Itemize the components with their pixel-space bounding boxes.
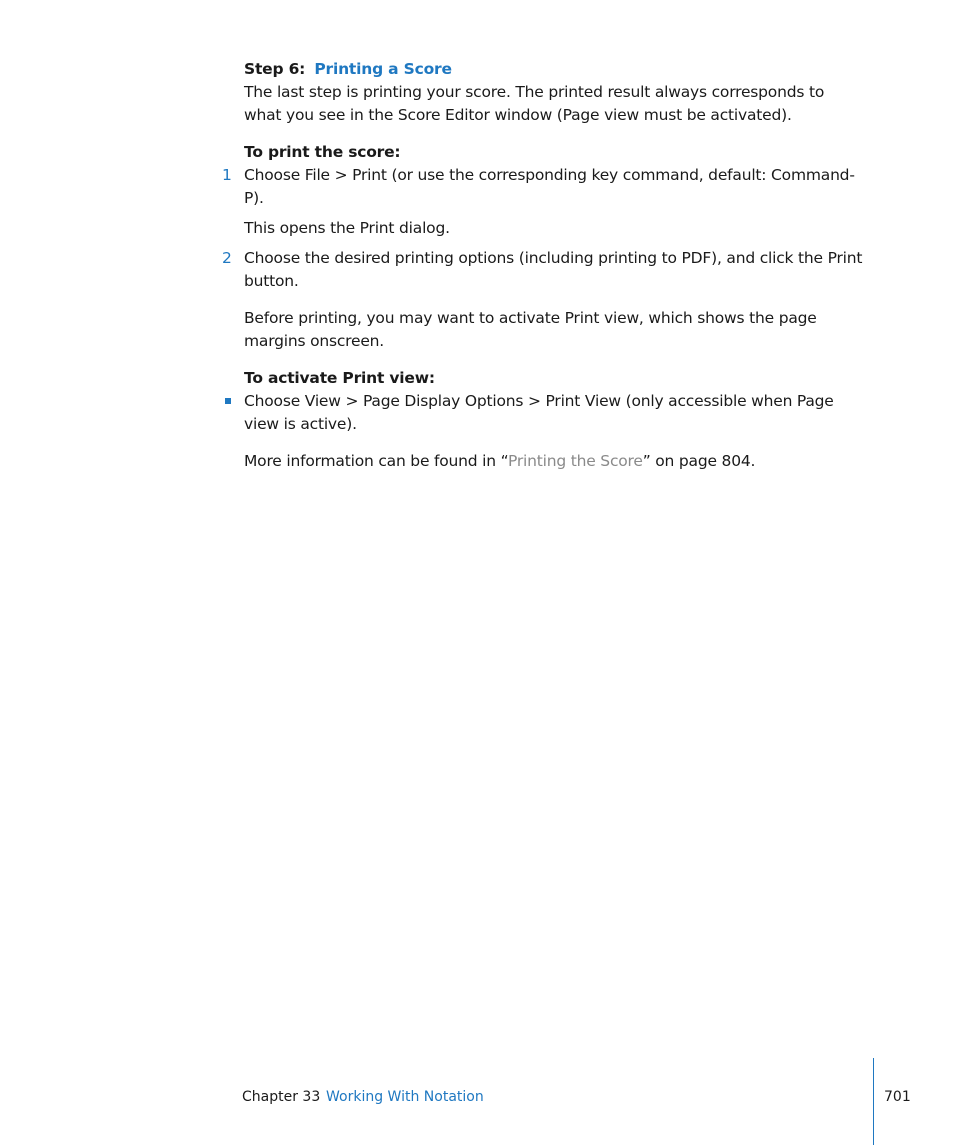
- intro-paragraph: The last step is printing your score. The printed result always corresponds to what you see in the Score Editor window (Page view must be activated).: [244, 83, 825, 124]
- step-result: This opens the Print dialog.: [244, 219, 450, 237]
- footer-divider: [873, 1058, 874, 1145]
- more-info-prefix: More information can be found in “: [244, 452, 508, 470]
- square-bullet-icon: [225, 398, 231, 404]
- step-heading: [244, 58, 864, 81]
- bullet-item: [244, 390, 864, 436]
- footer-chapter: Chapter 33: [242, 1089, 321, 1105]
- page-number: 701: [884, 1089, 911, 1105]
- step-1: [222, 164, 864, 210]
- more-info-suffix: ” on page 804.: [642, 452, 756, 470]
- page-footer: [0, 1086, 954, 1108]
- bullet-text: Choose View > Page Display Options > Print View (only accessible when Page view is active).: [244, 392, 834, 433]
- step-text: Choose the desired printing options (including printing to PDF), and click the Print button.: [244, 249, 863, 290]
- step-number: 1: [222, 166, 232, 184]
- more-info-paragraph: [244, 450, 864, 473]
- page-content: [222, 58, 864, 473]
- task-heading-print: To print the score:: [244, 143, 401, 161]
- step-2: [222, 247, 864, 293]
- task-heading-print-view: To activate Print view:: [244, 369, 435, 387]
- step-number: 2: [222, 249, 232, 267]
- note-paragraph: Before printing, you may want to activate Print view, which shows the page margins onscreen.: [244, 309, 817, 350]
- step-title-link[interactable]: Printing a Score: [314, 60, 452, 78]
- cross-reference-link[interactable]: Printing the Score: [507, 452, 643, 470]
- footer-chapter-title[interactable]: Working With Notation: [326, 1089, 484, 1105]
- step-label: Step 6:: [244, 60, 306, 78]
- step-text: Choose File > Print (or use the corresponding key command, default: Command-P).: [244, 166, 855, 207]
